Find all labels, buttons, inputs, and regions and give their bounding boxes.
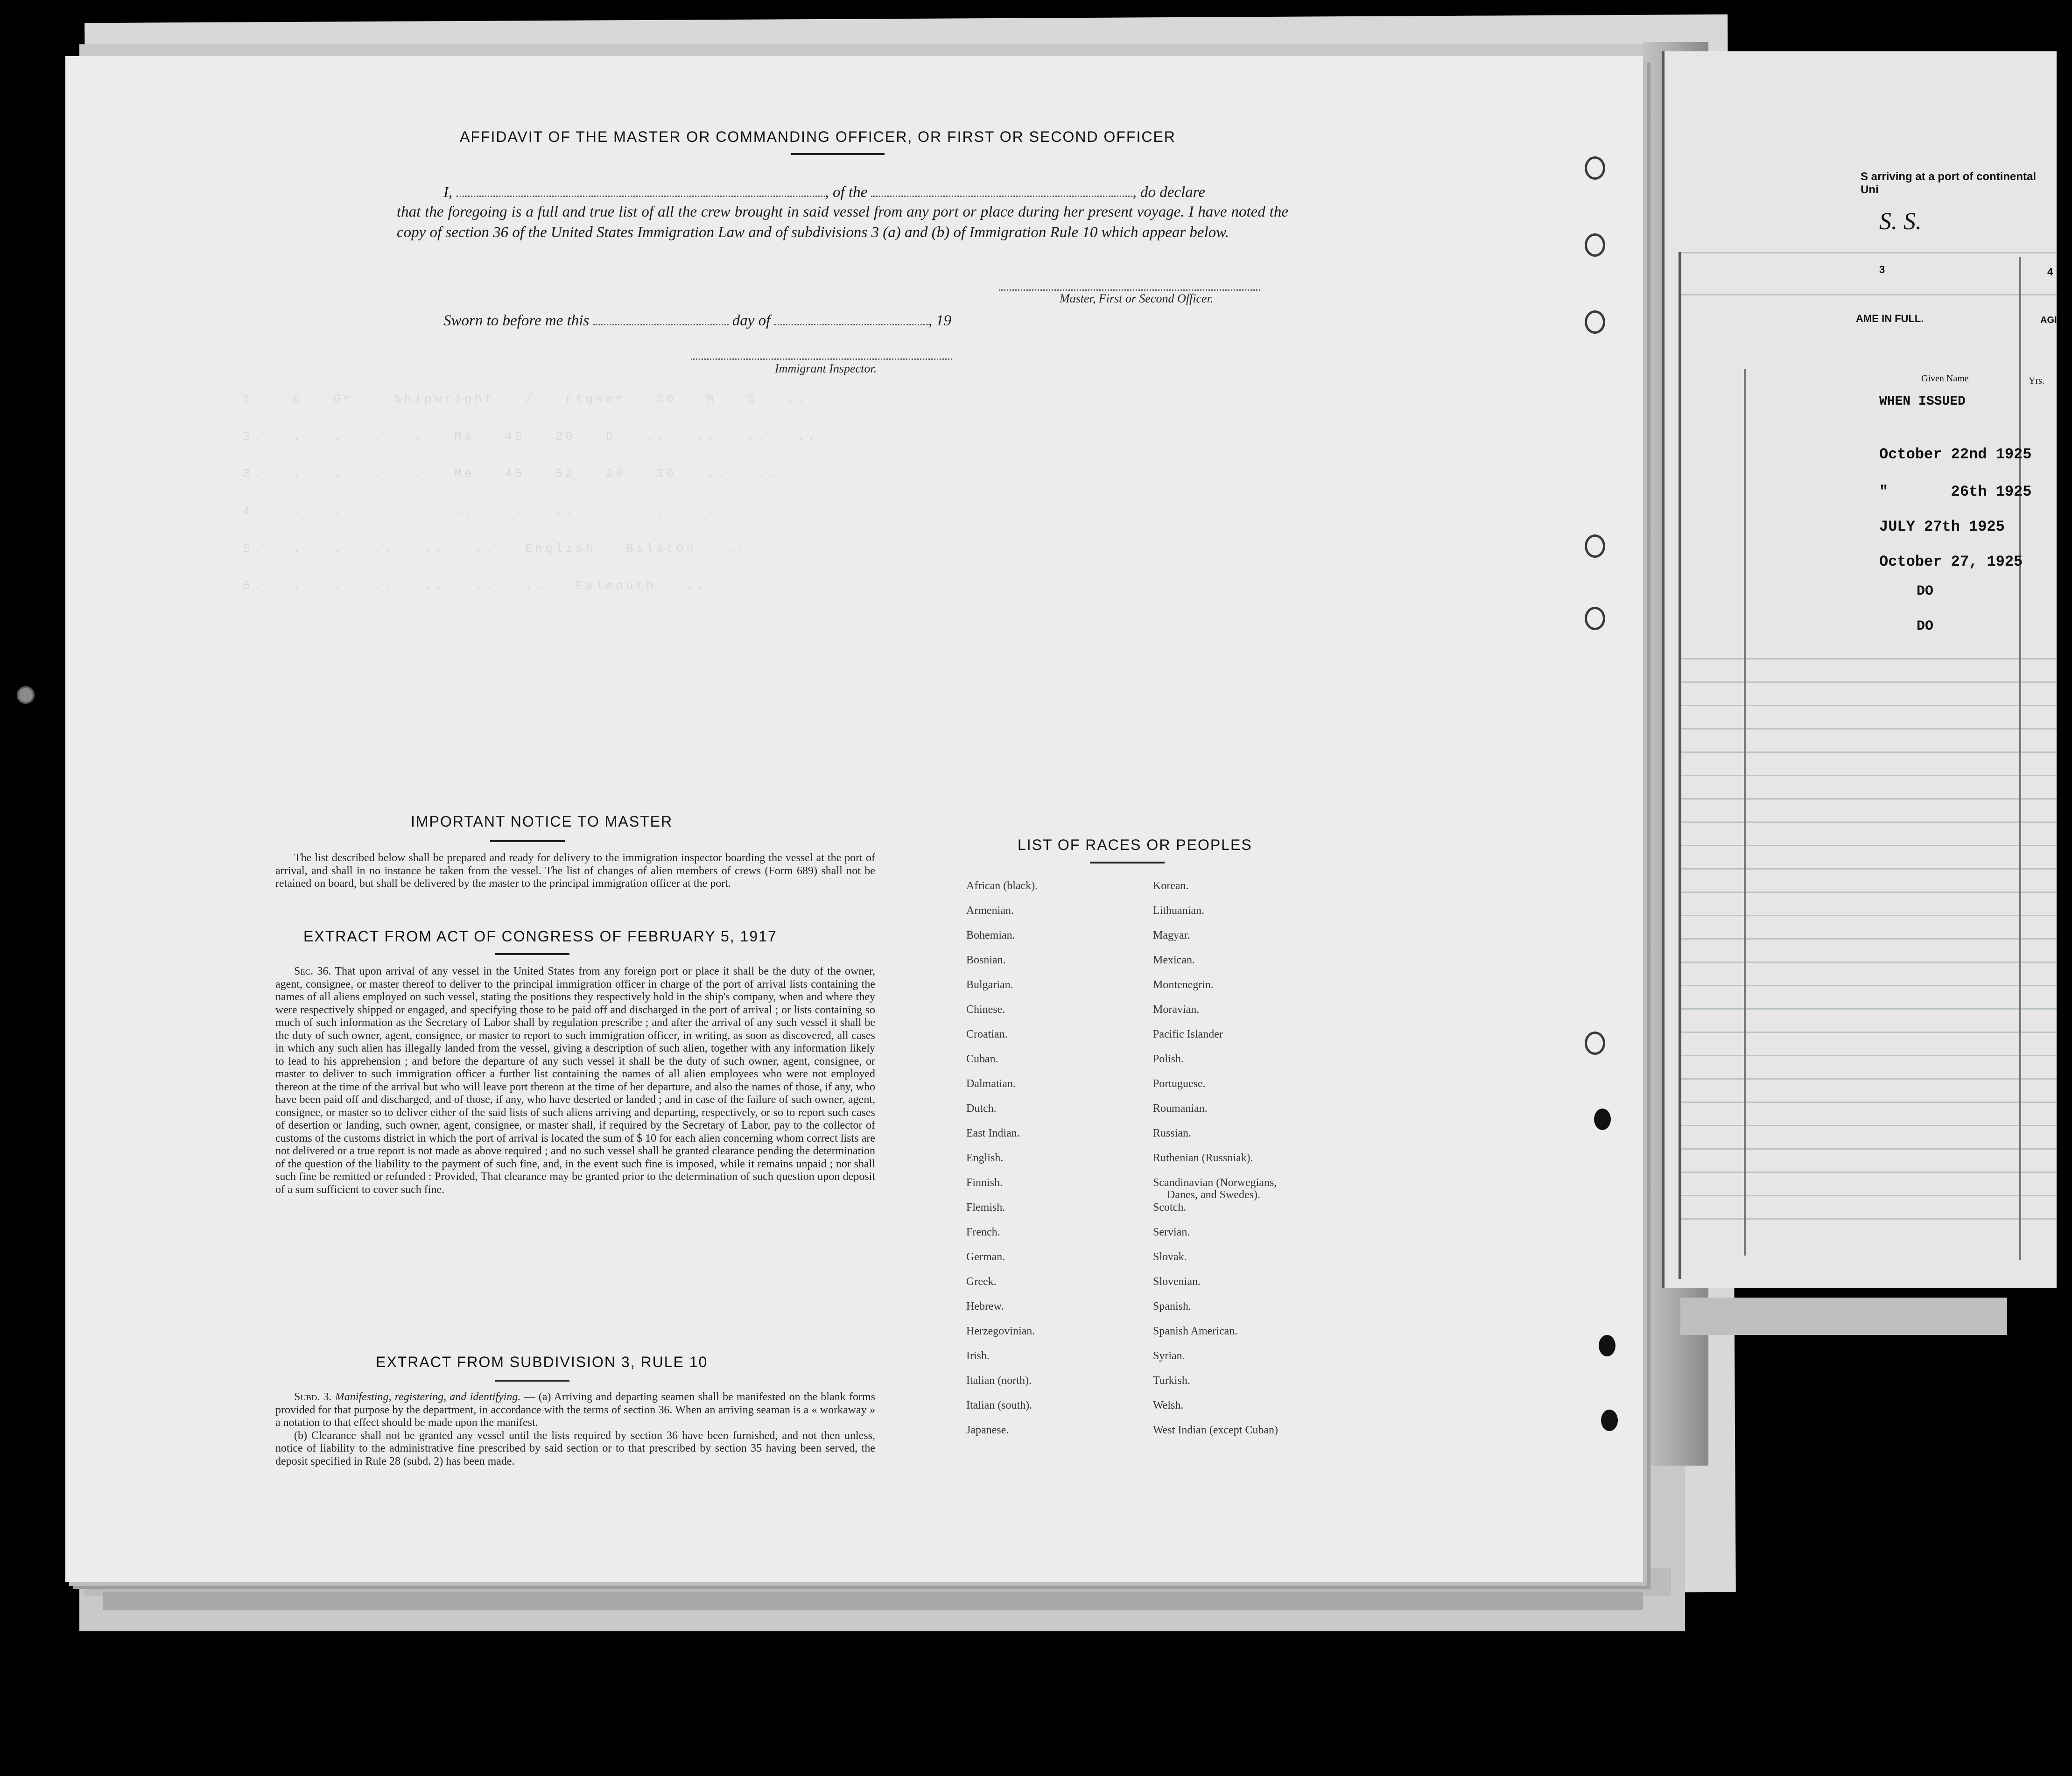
race-item: Flemish. — [966, 1201, 1005, 1214]
race-item: Lithuanian. — [1153, 905, 1204, 917]
extract-rule-rule — [495, 1380, 569, 1382]
sworn-day-field — [593, 313, 729, 325]
race-item: Cuban. — [966, 1053, 998, 1065]
binder-hole — [1601, 1410, 1618, 1431]
binder-hole — [1585, 233, 1605, 257]
notice-rule — [490, 840, 565, 842]
race-item: Roumanian. — [1153, 1102, 1208, 1115]
race-item: Welsh. — [1153, 1399, 1184, 1411]
race-item: Dutch. — [966, 1102, 997, 1115]
race-item: Bosnian. — [966, 954, 1006, 966]
race-item: Japanese. — [966, 1424, 1009, 1436]
race-item: Montenegrin. — [1153, 979, 1214, 991]
entry-ditto-1: DO — [1917, 583, 1934, 599]
race-item: French. — [966, 1226, 1000, 1238]
when-issued-label: WHEN ISSUED — [1879, 394, 1966, 409]
race-item: Scandinavian (Norwegians, Danes, and Swedes). — [1153, 1177, 1277, 1201]
race-item: Spanish. — [1153, 1300, 1192, 1313]
race-item: Portuguese. — [1153, 1078, 1206, 1090]
subd-title: Manifesting, registering, and identifying. — [335, 1391, 521, 1403]
bottom-paper-edge-2 — [103, 1592, 1643, 1610]
race-item: Spanish American. — [1153, 1325, 1238, 1337]
races-column-1 — [966, 880, 1038, 1449]
race-item: Syrian. — [1153, 1350, 1185, 1362]
sworn-month-field — [774, 313, 928, 325]
binder-hole — [1585, 534, 1605, 558]
race-item: Dalmatian. — [966, 1078, 1016, 1090]
race-item: Chinese. — [966, 1004, 1005, 1016]
sworn-text: Sworn to before me this — [443, 312, 590, 329]
sworn-line — [443, 310, 1097, 331]
extract-act-rule — [495, 953, 569, 955]
entry-date-4: October 27, 1925 — [1879, 553, 2023, 570]
race-item: Croatian. — [966, 1028, 1008, 1040]
race-item: Bulgarian. — [966, 979, 1013, 991]
races-column-2 — [1153, 880, 1278, 1449]
binder-hole — [1585, 156, 1605, 180]
race-item: Turkish. — [1153, 1375, 1190, 1387]
declarant-prefix: I, — [443, 184, 453, 201]
given-name-header: Given Name — [1921, 373, 1969, 384]
race-item: Slovak. — [1153, 1251, 1187, 1263]
race-item: Moravian. — [1153, 1004, 1200, 1016]
race-item: Mexican. — [1153, 954, 1195, 966]
races-rule — [1090, 862, 1165, 863]
title-rule — [791, 153, 885, 155]
rule-text-a: — (a) Arriving and departing seamen shall be manifested on the blank forms provided for that purpose by the department, in accordance with the terms of section 36. When an arriving seaman is a « workaway » a notation to that effect should be made upon the manifest. — [275, 1391, 876, 1429]
race-item: Korean. — [1153, 880, 1189, 892]
of-the-text: , of the — [825, 184, 868, 201]
affidavit-body: that the foregoing is a full and true list of all the crew brought in said vessel from any port or place during her present voyage. I have noted the copy of section 36 of the United States Immigration Law and of subdivisions 3 (a) and (b) of Immigration Rule 10 which appear below. — [397, 204, 1288, 241]
column-number-4: 4 — [2047, 266, 2053, 278]
race-item: Pacific Islander — [1153, 1028, 1223, 1040]
day-of-text: day of — [732, 312, 771, 329]
race-item: Herzegovinian. — [966, 1325, 1035, 1337]
binder-hole — [1585, 607, 1605, 630]
right-manifest-sheet — [1662, 51, 2057, 1288]
notice-title: IMPORTANT NOTICE TO MASTER — [411, 813, 673, 830]
race-item: African (black). — [966, 880, 1038, 892]
race-item: Servian. — [1153, 1226, 1190, 1238]
race-item: Scotch. — [1153, 1201, 1187, 1214]
master-signature-line — [999, 289, 1260, 291]
binder-hole — [1585, 310, 1605, 334]
subd-label: Subd. 3. — [294, 1391, 332, 1403]
affidavit-page: 1. C Gr. Shipwright / rtgsmr 30 M S .. .. 2. . . . . Ms 45 20 D .. .. .. .. 3. . . . . Me 45 52 20 30 .. .. 4. . . . . .. .. .. .. .. .. 5. . . .. .. .. English Bilston .. 6. . . .. .. .. .. Falmouth .. AFFIDAVIT OF THE MASTER OR COMMANDING OFFICER, OR FIRST OR SECOND OFFICER I, , of the , do declare that the foregoing is a full and true list of all the crew brought in said vessel from any port or place during her present voyage. I have noted the copy of section 36 of the United States Immigration Law and of subdivisions 3 (a) and (b) of Immigration Rule 10 which appear below. Master, First or Second Officer. Sworn to before me this day of , 19 Immigrant Inspector. IMPORTANT NOTICE TO MASTER The list described below shall be prepared and ready for delivery to the immigration inspector boarding the vessel at the port of arrival, and shall in no instance be taken from the vessel. The list of changes of alien members of crews (Form 689) shall not be retained on board, but shall be delivered by the master to the principal immigration officer at the port. EXTRACT FROM ACT OF CONGRESS OF FEBRUARY 5, 1917 Sec. 36. That upon arrival of any vessel in the United States from any foreign port or place it shall be the duty of the owner, agent, consignee, or master thereof to deliver to the principal immigration officer in charge of the port of arrival lists containing the names of all aliens employed on such vessel, stating the positions they respectively hold in the ship's company, when and where they were respectively shipped or engaged, and specifying those to be paid off and discharged in the port of arrival ; or lists containing so much of such information as the Secretary of Labor shall by regulation prescribe ; and after the arrival of any such vessel it shall be the duty of such owner, agent, consignee, or master to report to such immigration officer, in writing, as soon as discovered, all cases in which any such alien has illegally landed from the vessel, giving a description of such alien, together with any information likely to lead to his apprehension ; and before the departure of any such vessel it shall be the duty of such owner, agent, consignee, or master to deliver to such immigration officer a further list containing the names of all alien employees who were not employed thereon at the time of the arrival but who will leave port thereon at the time of her departure, and also the names of those, if any, who have been paid off and discharged, and of those, if any, who have deserted or landed ; and in case of the failure of such owner, agent, consignee, or master so to deliver either of the said lists of such aliens arriving and departing, respectively, or so to report such cases of desertion or landing, such owner, agent, consignee, or master shall, if required by the Secretary of Labor, pay to the collector of customs of the customs district in which the port of arrival is located the sum of $ 10 for each alien concerning whom correct lists are not delivered or a true report is not made as above required ; and no such vessel shall be granted clearance pending the determination of the question of the liability to the payment of such fine, and, in the event such fine is imposed, while it remains unpaid ; nor shall such fine be remitted or refunded : Provided, That clearance may be granted prior to the determination of such question upon deposit of a sum sufficient to cover such fine. EXTRACT FROM SUBDIVISION 3, RULE 10 Subd. 3. Manifesting, registering, and identifying. — (a) Arriving and departing seamen shall be manifested on the blank forms provided for that purpose by the department, in accordance with the terms of section 36. When an arriving seaman is a « workaway » a notation to that effect should be made upon the manifest. (b) Clearance shall not be granted any vessel until the lists required by section 36 have been furnished, and not then unless, notice of liability to the administrative fine prescribed by said section or to that prescribed by section 35 having been served, the deposit specified in Rule 28 (subd. 2) has been made. LIST OF RACES OR PEOPLES African (black). Armenian. Bohemian. Bosnian. Bulgarian. Chinese. Croatian. Cuban. Dalmatian. Dutch. East Indian. English. Finnish. Flemish. French. German. Greek. Hebrew. Herzegovinian. Irish. Italian (north). Italian (south). Japanese. Korean. Lithuanian. Magyar. Mexican. Montenegrin. Moravian. Pacific Islander Polish. Portuguese. Roumanian. Russian. Ruthenian (Russniak). Scandinavian (Norwegians, Danes, and Swedes). Scotch. Servian. Slovak. Slovenian. Spanish. Spanish American. Syrian. Turkish. Welsh. West Indian (except Cuban) — [65, 56, 1643, 1582]
extract-rule-text — [275, 1391, 875, 1468]
entry-date-3: JULY 27th 1925 — [1879, 518, 2005, 535]
name-in-full-header: AME IN FULL. — [1856, 313, 1924, 324]
affidavit-title: AFFIDAVIT OF THE MASTER OR COMMANDING OFFICER, OR FIRST OR SECOND OFFICER — [460, 128, 1176, 145]
race-item: West Indian (except Cuban) — [1153, 1424, 1278, 1436]
column-number-3: 3 — [1879, 264, 1885, 275]
race-item: Bohemian. — [966, 929, 1015, 941]
notice-body: The list described below shall be prepared and ready for delivery to the immigration inspector boarding the vessel at the port of arrival, and shall in no instance be taken from the vessel. The list of changes of alien members of crews (Form 689) shall not be retained on board, but shall be delivered by the master to the principal immigration officer at the port. — [275, 852, 875, 890]
year-prefix-text: , 19 — [928, 312, 952, 329]
race-item: Magyar. — [1153, 929, 1190, 941]
inspector-label: Immigrant Inspector. — [775, 362, 877, 375]
race-item: Polish. — [1153, 1053, 1184, 1065]
extract-act-title: EXTRACT FROM ACT OF CONGRESS OF FEBRUARY 5, 1917 — [303, 928, 777, 945]
binder-hole — [1585, 1032, 1605, 1055]
race-item: English. — [966, 1152, 1004, 1164]
extract-rule-title: EXTRACT FROM SUBDIVISION 3, RULE 10 — [376, 1354, 708, 1370]
binder-hole-marker — [17, 686, 35, 704]
entry-ditto-2: DO — [1917, 618, 1934, 634]
race-item: Ruthenian (Russniak). — [1153, 1152, 1253, 1164]
age-header: AGI — [2040, 315, 2057, 325]
binder-hole — [1594, 1109, 1611, 1130]
master-signature-label: Master, First or Second Officer. — [1060, 292, 1214, 305]
race-item: Italian (south). — [966, 1399, 1032, 1411]
entry-date-1: October 22nd 1925 — [1879, 446, 2032, 463]
race-item: Italian (north). — [966, 1375, 1032, 1387]
race-item: Irish. — [966, 1350, 990, 1362]
section-label: Sec. 36. — [294, 965, 331, 977]
race-item: Russian. — [1153, 1127, 1192, 1139]
affidavit-first-line — [443, 182, 1340, 203]
do-declare-text: , do declare — [1132, 184, 1205, 201]
declarant-name-field — [457, 184, 825, 197]
vessel-name-field — [871, 184, 1132, 197]
race-item: Greek. — [966, 1276, 997, 1288]
extract-act-text — [275, 965, 875, 1196]
race-item: East Indian. — [966, 1127, 1020, 1139]
extract-act-body: That upon arrival of any vessel in the United States from any foreign port or place it shall be the duty of the owner, agent, consignee, or master thereof to deliver to the principal immigration officer in charge of the port of arrival lists containing the names of all aliens employed on such vessel, stating the positions they respectively hold in the ship's company, when and where they were respectively shipped or engaged, and specifying those to be paid off and discharged in the port of arrival ; or lists containing so much of such information as the Secretary of Labor shall by regulation prescribe ; and after the arrival of any such vessel it shall be the duty of such owner, agent, consignee, or master to report to such immigration officer, in writing, as soon as discovered, all cases in which any such alien has illegally landed from the vessel, giving a description of such alien, together with any information likely to lead to his apprehension ; and before the departure of any such vessel it shall be the duty of such owner, agent, consignee, or master to deliver to such immigration officer a further list containing the names of all alien employees who were not employed thereon at the time of the arrival but who will leave port thereon at the time of her departure, and also the names of those, if any, who have been paid off and discharged, and of those, if any, who have deserted or landed ; and in case of the failure of such owner, agent, consignee, or master so to deliver either of the said lists of such aliens arriving and departing, respectively, or so to report such cases of desertion or landing, such owner, agent, consignee, or master shall, if required by the Secretary of Labor, pay to the collector of customs of the customs district in which the port of arrival is located the sum of $ 10 for each alien concerning whom correct lists are not delivered or a true report is not made as above required ; and no such vessel shall be granted clearance pending the determination of the question of the liability to the payment of such fine, and, in the event such fine is imposed, while it remains unpaid ; nor shall such fine be remitted or refunded : Provided, That clearance may be granted prior to the determination of such question upon deposit of a sum sufficient to cover such fine. — [275, 965, 875, 1196]
rule-text-b: (b) Clearance shall not be granted any vessel until the lists required by section 36 have been furnished, and not then unless, notice of liability to the administrative fine prescribed by said section or to that prescribed by section 35 having been served, the deposit specified in Rule 28 (subd. 2) has been made. — [275, 1429, 875, 1467]
races-title: LIST OF RACES OR PEOPLES — [1018, 836, 1252, 853]
ss-label: S. S. — [1879, 208, 1922, 235]
race-item: Armenian. — [966, 905, 1014, 917]
inspector-signature-line — [691, 358, 952, 360]
race-item: German. — [966, 1251, 1005, 1263]
manifest-header-text: S arriving at a port of continental Uni — [1861, 170, 2037, 196]
years-header: Yrs. — [2029, 376, 2044, 386]
race-item: Slovenian. — [1153, 1276, 1201, 1288]
race-item: Hebrew. — [966, 1300, 1004, 1313]
notice-text — [275, 852, 875, 891]
entry-date-2: " 26th 1925 — [1879, 483, 2032, 500]
race-item: Finnish. — [966, 1177, 1003, 1189]
binder-hole — [1599, 1335, 1615, 1356]
torn-paper-edge — [1680, 1298, 2007, 1335]
